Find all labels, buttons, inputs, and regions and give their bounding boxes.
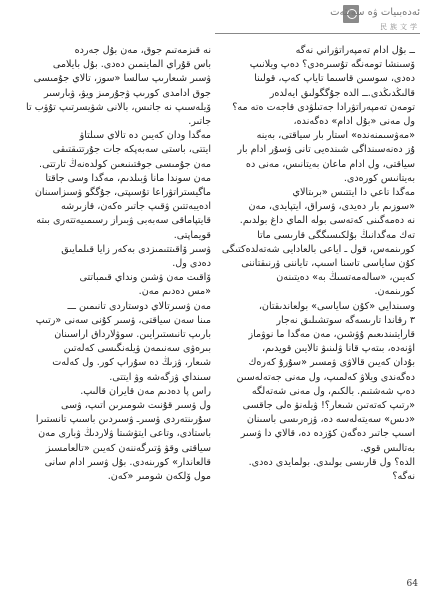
text-line: كورىنمەس، قول ـ اياعى بالعادايى شەتەلدەكتىگى bbox=[221, 243, 415, 255]
text-column-right bbox=[221, 44, 415, 564]
text-line: دەدى ول. bbox=[172, 258, 211, 270]
text-line: اۋنەدە، بىتەپ قانا ۋلىنىۋ تالايىن قويدىم، bbox=[261, 343, 415, 355]
text-line: مەن سوندا مانا ۋبىلدىم، مەگدا وسى جاقتا bbox=[45, 172, 211, 184]
text-line: ۆيلەسىپ نە جاتىس، بالانى شۋيسرتىپ تۇۋب تا bbox=[26, 101, 211, 113]
text-line: قالىڭدىڭدى.ــ الدە جۇگگولىق ايەلدەر bbox=[269, 87, 415, 99]
text-line: دەگەندى ويلاۋ كەلمىپ، ول مەنى جەتەلەسىن bbox=[236, 371, 415, 383]
text-line: باس قۇراي الماينمىن دەدى. بۇل بايلامى bbox=[52, 59, 211, 71]
text-line: «دىس» سەيتەلەسە دە، ۋزەرىسى باسىنان bbox=[246, 414, 415, 426]
text-line: بەتالىس قوي. bbox=[360, 442, 415, 454]
text-line: ــ بۇل ادام تەمپەراتۋراني نەگە bbox=[295, 45, 415, 56]
text-line: مەگدا تاعي دا ايتتىس «برىتالاي bbox=[292, 187, 415, 199]
text-line: اسىپ جاتىر دەگەن كۆزدە دە، قالاي دا ۋسىر bbox=[240, 428, 415, 440]
text-line: بەيتانىس كورەدى. bbox=[343, 172, 415, 184]
text-line: كەيىن، «سالەمەتسىڭ بە» دەيتىنەن bbox=[276, 272, 415, 284]
text-line: دەپ شەشتىم. بالكىم، ول مەنى شەتەلگە bbox=[251, 385, 415, 397]
text-line: تومەن تەمپەراتۋرادا جەتىلۋدى قاجەت ەتە مە؟ bbox=[232, 101, 415, 113]
text-line: الدە؟ ول قارىسى بولىدى. بولمايدى دەدى. bbox=[248, 456, 415, 468]
text-line: شىعار، ۋزىڭ دە سۇراپ كور. ول كەلەت bbox=[52, 357, 211, 369]
text-line: ۆاقىت مەن ۋشىن ونداي قىمباتتى bbox=[79, 272, 211, 284]
text-line: باستادى، وتاعى ايتۋشىتا ۋلاردىڭ ۋبارى مەن bbox=[38, 428, 211, 440]
text-line: سياقتى وقۋ ۋتىرگەننەن كەيىن «تالعامسىز bbox=[45, 442, 211, 454]
text-line: ۇز دەنەسىنداگى شىندەيى تانى ۋسۇر ادام بار bbox=[237, 144, 415, 156]
text-line: سياقتى، ول ادام ماعان بەيتانىس، مەنى دە bbox=[245, 158, 415, 170]
text-line: قالعاندار» كورىنەدى. بۇل ۋسىر ادام سانى bbox=[44, 456, 211, 468]
text-line: جاتىر. bbox=[188, 116, 211, 128]
text-line: كورىنمەن. bbox=[374, 286, 415, 298]
text-line: مەگدا ودان كەيىن دە تالاي سىلتاۋ bbox=[79, 130, 211, 142]
text-line: «مەۋسىمنەندە» استار بار سياقتى، بەينە bbox=[256, 130, 415, 142]
text-line: نە دەمەگىنى كەتەسى بولە الماي داغ بولدىم. bbox=[239, 215, 415, 227]
text-line: ۋسىر ۆاقىتتىمىزدى بەكەر زايا قىلمايىق bbox=[61, 243, 211, 255]
text-line: «مس دەدىم مەن. bbox=[138, 286, 211, 298]
text-line: ۆسىنشا تومەنگە تۇسىرەدى؟ دەپ ويلانىپ bbox=[249, 59, 415, 71]
text-line: قارايتىندىعىم ۇۋشىن، مەن مەگدا ما نوۋماز bbox=[248, 329, 415, 341]
text-line: بۇدان كەيىن قالاۋى ۋمسىر «سۇرۇ كەرەك bbox=[248, 357, 415, 369]
text-line: وسىندايي «كۇن ساياسى» بولعاندىقتان، bbox=[258, 300, 415, 312]
text-line: تەك مەگدانىڭ بۇلكىسىگگى قارىسى ماتا bbox=[257, 229, 415, 241]
text-line: ٣ رقاندا تارىسەگە سوتشىلىق نەجار bbox=[276, 314, 415, 326]
text-line: مەن ۋسىرتالاي دوستاردى تانىمىن ـــ bbox=[67, 300, 211, 312]
text-line: ۋسىر شىعارىپ سالسا «سوز، تالاي جۇمىسى bbox=[33, 73, 211, 85]
text-line: مىنا سەن سياقتى، ۋسىر كۇنى سەنى «رتىپ bbox=[35, 314, 211, 326]
text-line: قايتپاماقى سەبەبى ۋبىراز رسىمىيەتتەرى بىتە bbox=[36, 215, 211, 227]
text-line: دەدى، سوسىن قاسىما تاياپ كەپ، قولىنا bbox=[254, 73, 415, 85]
text-line: بىرەۋى سەنىمەن ۋيلەنگىسى كەلەتىن bbox=[63, 343, 211, 355]
text-line: نە قىزمەتىم جوق، مەن بۇل جەردە bbox=[74, 45, 211, 56]
text-line: مول ۆلكەن شومىر «كەن. bbox=[107, 471, 211, 483]
text-line: ادەيبەتتىن ۋقىپ جاتىر ەكەن، قازىرشە bbox=[60, 201, 211, 213]
text-column-left bbox=[26, 44, 211, 564]
text-line: ماگيستراتۋراعا تۇسىپتى، جۇگگو ۋسىزاسىنان bbox=[34, 187, 211, 199]
text-line: «رتىپ كەتەتىن شىعار؟! ۋيلەنۋ ەلى جاقسى bbox=[242, 400, 415, 412]
text-line: نەگە؟ bbox=[392, 471, 415, 483]
text-line: جوق ادامدى كورىپ ۋجۇرمىز ويۋ، ۋبارسىر bbox=[43, 87, 211, 99]
text-line: مەن جۇمىسى جوقتىنىعىن كولدەنەڭ تارتتى. bbox=[39, 158, 211, 170]
text-line: ول ۋسىر قۇنىت شومىرىن اتىپ، ۋسى bbox=[61, 400, 211, 412]
text-line: «سوزىم بار دەيدى، ۋسراق، ايتپايدى، مەن bbox=[248, 201, 415, 213]
text-line: سىنداي ۋزگەشە وۋ ايتتى. bbox=[109, 371, 211, 383]
header-divider bbox=[215, 33, 420, 34]
journal-subtitle-cn: 民族文学 bbox=[380, 23, 420, 31]
text-line: سۇرىنتەردى ۋسىرـ ۋسىردىن باسىپ تانستىرا bbox=[35, 414, 211, 426]
text-line: بارىپ تانىستىرايىن. سوۋلارداق اراسىنان bbox=[54, 329, 211, 341]
text-line: ول مەنى «بۇل ادام» دەگەندە، bbox=[293, 116, 415, 128]
text-line: كۇن ساياسى تاسنا اسىپ، تاياننى ۋرنىقتاننى bbox=[241, 258, 415, 270]
text-line: قويماپتى. bbox=[173, 229, 211, 241]
journal-title: ئەدەبىيات ۋە سەنئەت bbox=[330, 7, 420, 18]
text-line: ايتتى، باستى سەبەپكە جات جۇرتتىقتىقى bbox=[52, 144, 211, 156]
text-line: راس پا دەدىم مەن قايران قالىپ. bbox=[80, 385, 211, 397]
page-number: 64 bbox=[406, 579, 418, 589]
